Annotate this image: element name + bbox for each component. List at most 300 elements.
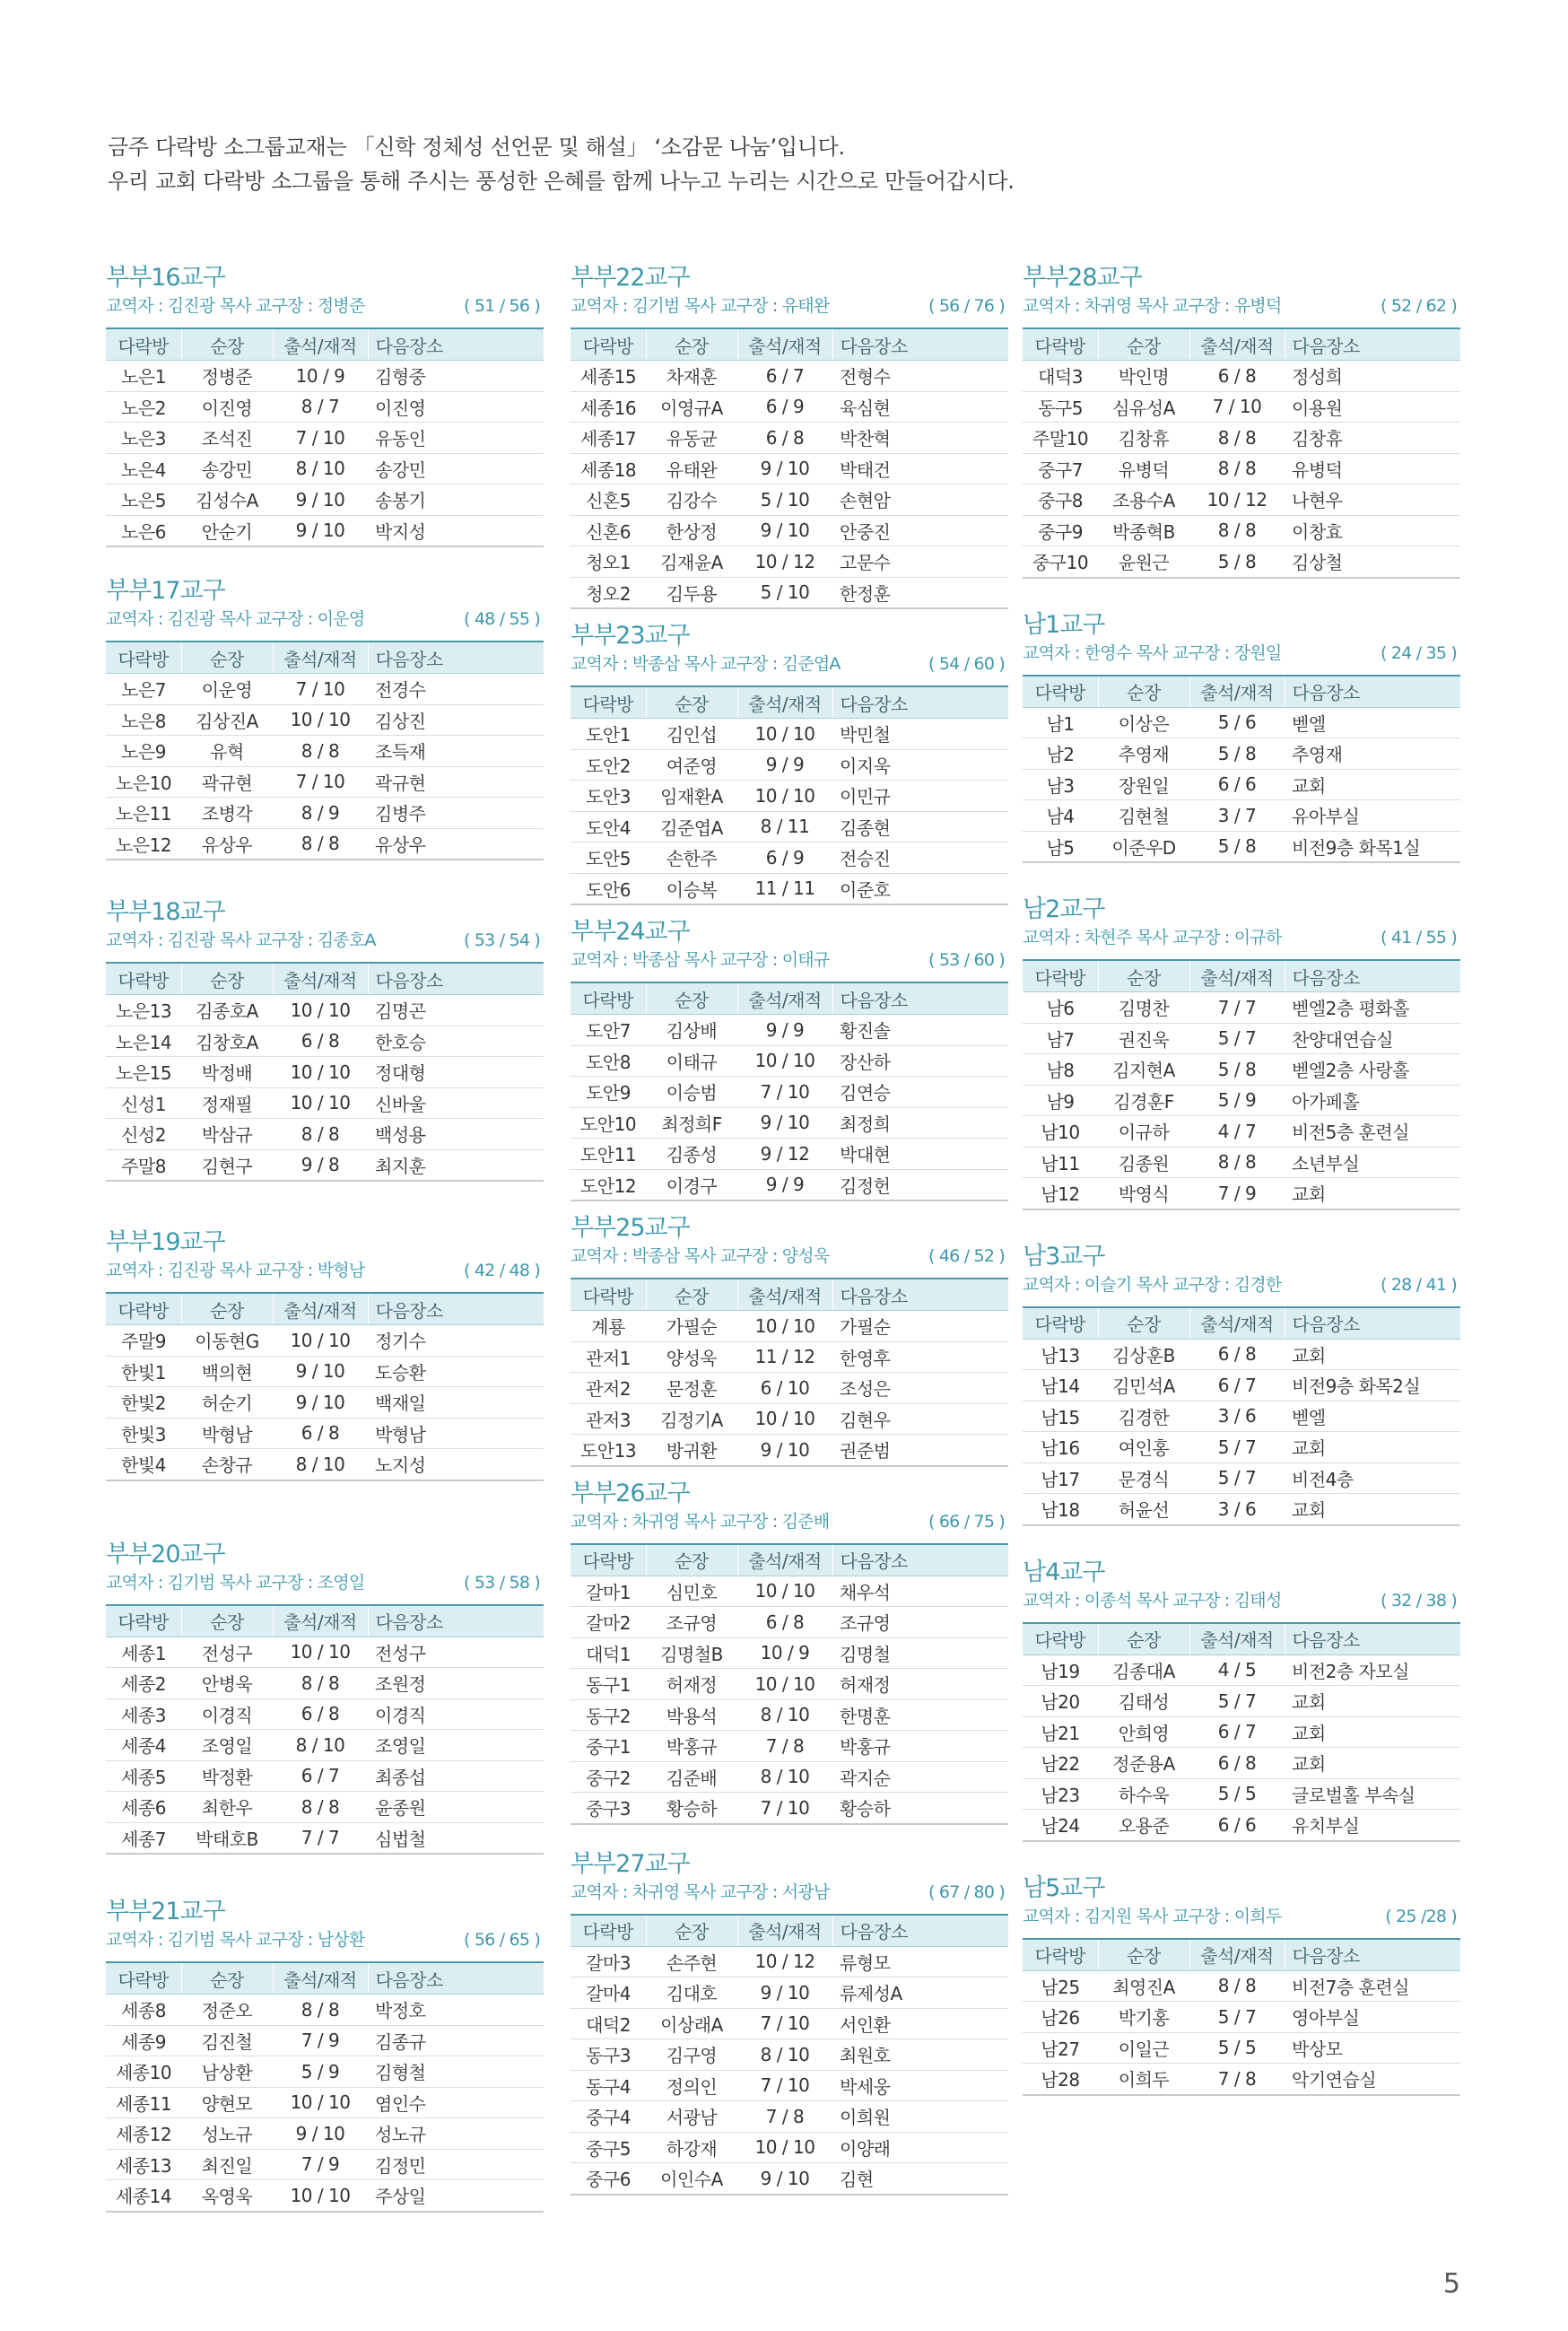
cell-leader: 송강민	[181, 453, 273, 485]
cell-attendance: 8 / 8	[273, 1995, 368, 2026]
cell-darakbang: 노은1	[106, 361, 181, 392]
header-darakbang: 다락방	[106, 1605, 181, 1637]
cell-attendance: 7 / 10	[273, 423, 368, 454]
cell-leader: 김재윤A	[646, 546, 737, 578]
cell-attendance: 7 / 10	[273, 766, 368, 798]
cell-leader: 김대호	[646, 1977, 737, 2009]
cell-attendance: 5 / 7	[1189, 1023, 1285, 1054]
district-staff: 교역자 : 김진광 목사 교구장 : 박형남	[106, 1261, 365, 1280]
district-section	[1023, 1557, 1462, 1842]
cell-leader: 하강재	[646, 2132, 737, 2163]
district-staff: 교역자 : 박종삼 목사 교구장 : 양성욱	[571, 1246, 830, 1266]
cell-leader: 김종호A	[181, 995, 273, 1026]
table-row	[571, 391, 1008, 423]
table-row	[571, 1015, 1008, 1046]
cell-darakbang: 세종3	[106, 1698, 181, 1730]
district-staff: 교역자 : 김진광 목사 교구장 : 이운영	[106, 609, 365, 629]
header-leader: 순장	[646, 686, 737, 719]
cell-darakbang: 대덕1	[571, 1637, 646, 1669]
cell-darakbang: 동구5	[1023, 391, 1098, 423]
district-table	[106, 962, 544, 1182]
district-table	[1023, 327, 1460, 579]
table-row	[106, 1730, 544, 1761]
district-meta	[1023, 1273, 1462, 1296]
district-section	[1023, 1873, 1462, 2096]
district-table	[1023, 1622, 1460, 1842]
cell-next-place: 조성은	[832, 1373, 1008, 1404]
table-row	[1023, 1023, 1460, 1054]
cell-attendance: 7 / 7	[273, 1822, 368, 1854]
district-title: 부부21교구	[106, 1898, 225, 1925]
cell-darakbang: 남22	[1023, 1748, 1098, 1779]
cell-darakbang: 도안6	[571, 873, 646, 904]
cell-attendance: 10 / 12	[1189, 485, 1285, 516]
cell-next-place: 전경수	[368, 674, 544, 705]
cell-darakbang: 노은15	[106, 1057, 181, 1088]
cell-next-place: 염인수	[368, 2087, 544, 2118]
cell-darakbang: 남16	[1023, 1432, 1098, 1463]
cell-darakbang: 남13	[1023, 1339, 1098, 1370]
district-staff: 교역자 : 김진광 목사 교구장 : 정병준	[106, 296, 365, 316]
cell-attendance: 8 / 9	[273, 798, 368, 829]
cell-darakbang: 세종2	[106, 1668, 181, 1699]
header-attendance: 출석/재적	[737, 1544, 832, 1576]
table-row	[1023, 1654, 1460, 1686]
cell-darakbang: 남2	[1023, 738, 1098, 770]
district-section	[106, 1227, 545, 1481]
cell-attendance: 5 / 6	[1189, 707, 1285, 738]
cell-leader: 이상은	[1098, 707, 1189, 738]
cell-leader: 안희영	[1098, 1716, 1189, 1748]
cell-next-place: 유병덕	[1285, 453, 1460, 485]
cell-darakbang: 주말8	[106, 1149, 181, 1181]
cell-next-place: 김연승	[832, 1077, 1008, 1108]
table-row	[106, 828, 544, 860]
district-meta	[106, 1928, 545, 1951]
cell-darakbang: 남17	[1023, 1462, 1098, 1494]
cell-leader: 양성욱	[646, 1341, 737, 1373]
cell-darakbang: 남9	[1023, 1085, 1098, 1116]
table-row	[106, 766, 544, 798]
cell-leader: 손창규	[181, 1449, 273, 1480]
cell-attendance: 10 / 10	[737, 1669, 832, 1700]
table-row	[571, 1045, 1008, 1077]
district-title: 부부22교구	[571, 264, 690, 292]
cell-next-place: 최지훈	[368, 1149, 544, 1181]
cell-attendance: 8 / 8	[1189, 1970, 1285, 2002]
cell-leader: 김진철	[181, 2025, 273, 2056]
cell-leader: 조병각	[181, 798, 273, 829]
cell-darakbang: 대덕3	[1023, 361, 1098, 392]
cell-next-place: 박홍규	[832, 1731, 1008, 1762]
cell-next-place: 성노규	[368, 2118, 544, 2150]
district-title: 남4교구	[1023, 1558, 1105, 1586]
cell-attendance: 7 / 10	[737, 1077, 832, 1108]
cell-darakbang: 동구4	[571, 2070, 646, 2101]
cell-attendance: 7 / 9	[273, 2025, 368, 2056]
cell-next-place: 김명곤	[368, 995, 544, 1026]
cell-attendance: 8 / 10	[737, 1761, 832, 1793]
cell-next-place: 박찬혁	[832, 423, 1008, 454]
cell-leader: 양현모	[181, 2087, 273, 2118]
cell-next-place: 서인환	[832, 2008, 1008, 2039]
cell-next-place: 정성희	[1285, 361, 1460, 392]
table-row	[1023, 1339, 1460, 1370]
cell-attendance: 5 / 7	[1189, 1432, 1285, 1463]
district-title: 남2교구	[1023, 895, 1105, 923]
header-next-place: 다음장소	[1285, 1307, 1460, 1340]
intro-text	[108, 130, 1015, 198]
cell-next-place: 박대현	[832, 1139, 1008, 1170]
table-row	[1023, 1748, 1460, 1779]
cell-darakbang: 대덕2	[571, 2008, 646, 2039]
district-total: ( 53 / 58 )	[464, 1572, 540, 1593]
table-row	[1023, 800, 1460, 832]
cell-darakbang: 세종1	[106, 1637, 181, 1668]
cell-leader: 김성수A	[181, 485, 273, 516]
cell-darakbang: 도안12	[571, 1169, 646, 1200]
cell-leader: 김정기A	[646, 1403, 737, 1435]
table-row	[571, 423, 1008, 454]
cell-leader: 오용준	[1098, 1810, 1189, 1841]
cell-attendance: 6 / 6	[1189, 1810, 1285, 1841]
header-attendance: 출석/재적	[1189, 1623, 1285, 1655]
cell-leader: 이동현G	[181, 1325, 273, 1357]
district-table	[571, 982, 1008, 1201]
district-table	[106, 327, 544, 547]
table-row	[571, 485, 1008, 516]
cell-leader: 정의인	[646, 2070, 737, 2101]
district-title: 부부20교구	[106, 1540, 225, 1568]
table-row	[1023, 1147, 1460, 1178]
header-next-place: 다음장소	[368, 963, 544, 995]
cell-attendance: 8 / 8	[273, 736, 368, 767]
district-total: ( 46 / 52 )	[928, 1246, 1005, 1266]
cell-next-place: 김정민	[368, 2149, 544, 2180]
district-staff: 교역자 : 김기범 목사 교구장 : 남상환	[106, 1930, 365, 1950]
cell-next-place: 도승환	[368, 1356, 544, 1387]
district-table	[1023, 959, 1460, 1210]
cell-next-place: 심법철	[368, 1822, 544, 1854]
cell-darakbang: 청오1	[571, 546, 646, 578]
cell-next-place: 송봉기	[368, 485, 544, 516]
cell-leader: 김지현A	[1098, 1054, 1189, 1086]
table-row	[571, 1761, 1008, 1793]
header-leader: 순장	[181, 963, 273, 995]
cell-darakbang: 세종8	[106, 1995, 181, 2026]
district-total: ( 54 / 60 )	[928, 654, 1005, 674]
cell-next-place: 가필순	[832, 1311, 1008, 1342]
cell-next-place: 아가페홀	[1285, 1085, 1460, 1116]
cell-leader: 이운영	[181, 674, 273, 705]
table-row	[106, 361, 544, 392]
cell-leader: 김상훈B	[1098, 1339, 1189, 1370]
district-staff: 교역자 : 이슬기 목사 교구장 : 김경한	[1023, 1274, 1282, 1295]
table-row	[106, 2056, 544, 2088]
district-meta	[571, 1881, 1010, 1904]
header-darakbang: 다락방	[1023, 676, 1098, 708]
cell-next-place: 찬양대연습실	[1285, 1023, 1460, 1054]
district-section	[1023, 609, 1462, 864]
cell-next-place: 김정헌	[832, 1169, 1008, 1200]
cell-attendance: 5 / 8	[1189, 738, 1285, 770]
cell-attendance: 3 / 7	[1189, 800, 1285, 832]
cell-darakbang: 세종11	[106, 2087, 181, 2118]
header-next-place: 다음장소	[1285, 1939, 1460, 1971]
table-row	[1023, 2032, 1460, 2064]
cell-next-place: 악기연습실	[1285, 2064, 1460, 2095]
table-row	[571, 873, 1008, 904]
cell-darakbang: 남15	[1023, 1401, 1098, 1432]
cell-next-place: 교회	[1285, 1716, 1460, 1748]
district-meta	[106, 294, 545, 318]
page-number: 5	[1442, 2268, 1460, 2300]
district-total: ( 52 / 62 )	[1381, 296, 1457, 316]
cell-attendance: 6 / 7	[1189, 1716, 1285, 1748]
cell-attendance: 10 / 10	[737, 1311, 832, 1342]
cell-next-place: 최정희	[832, 1107, 1008, 1139]
cell-next-place: 이용원	[1285, 391, 1460, 423]
cell-darakbang: 남21	[1023, 1716, 1098, 1748]
table-row	[1023, 391, 1460, 423]
cell-darakbang: 한빛3	[106, 1418, 181, 1449]
cell-darakbang: 주말9	[106, 1325, 181, 1357]
cell-attendance: 8 / 8	[273, 828, 368, 860]
header-next-place: 다음장소	[832, 686, 1008, 719]
header-next-place: 다음장소	[832, 328, 1008, 361]
district-staff: 교역자 : 차현주 목사 교구장 : 이규하	[1023, 928, 1282, 947]
cell-darakbang: 남8	[1023, 1054, 1098, 1086]
cell-attendance: 9 / 10	[737, 515, 832, 546]
cell-darakbang: 노은6	[106, 515, 181, 546]
cell-next-place: 유치부실	[1285, 1810, 1460, 1841]
cell-leader: 조영일	[181, 1730, 273, 1761]
cell-next-place: 나현우	[1285, 485, 1460, 516]
district-staff: 교역자 : 차귀영 목사 교구장 : 김준배	[571, 1511, 830, 1532]
cell-darakbang: 남4	[1023, 800, 1098, 832]
cell-attendance: 5 / 7	[1189, 1462, 1285, 1494]
table-row	[106, 1995, 544, 2026]
cell-next-place: 한정훈	[832, 577, 1008, 608]
cell-next-place: 류형모	[832, 1946, 1008, 1977]
table-row	[1023, 1970, 1460, 2002]
district-total: ( 67 / 80 )	[928, 1881, 1005, 1902]
header-darakbang: 다락방	[106, 1962, 181, 1995]
cell-darakbang: 노은3	[106, 423, 181, 454]
district-table	[1023, 1938, 1460, 2096]
cell-darakbang: 갈마1	[571, 1576, 646, 1607]
cell-leader: 이규하	[1098, 1116, 1189, 1148]
cell-attendance: 5 / 10	[737, 577, 832, 608]
cell-attendance: 8 / 10	[737, 1699, 832, 1731]
header-attendance: 출석/재적	[273, 642, 368, 674]
cell-attendance: 6 / 8	[737, 423, 832, 454]
cell-darakbang: 도안9	[571, 1077, 646, 1108]
cell-attendance: 9 / 10	[273, 2118, 368, 2150]
table-row	[1023, 1401, 1460, 1432]
cell-leader: 김상배	[646, 1015, 737, 1046]
cell-leader: 이승복	[646, 873, 737, 904]
cell-darakbang: 도안7	[571, 1015, 646, 1046]
cell-leader: 이희두	[1098, 2064, 1189, 2095]
cell-leader: 김두용	[646, 577, 737, 608]
cell-leader: 박용석	[646, 1699, 737, 1731]
cell-next-place: 노지성	[368, 1449, 544, 1480]
cell-leader: 정준용A	[1098, 1748, 1189, 1779]
cell-darakbang: 남3	[1023, 769, 1098, 800]
cell-next-place: 김형철	[368, 2056, 544, 2088]
cell-darakbang: 남18	[1023, 1494, 1098, 1525]
header-darakbang: 다락방	[571, 686, 646, 719]
cell-leader: 이경직	[181, 1698, 273, 1730]
cell-next-place: 안중진	[832, 515, 1008, 546]
district-table	[571, 1543, 1008, 1825]
cell-leader: 김강수	[646, 485, 737, 516]
cell-attendance: 8 / 10	[273, 1449, 368, 1480]
district-title: 부부19교구	[106, 1228, 225, 1256]
cell-leader: 이일근	[1098, 2032, 1189, 2064]
cell-leader: 차재훈	[646, 361, 737, 392]
cell-leader: 허순기	[181, 1387, 273, 1419]
district-section	[571, 916, 1010, 1201]
cell-darakbang: 동구2	[571, 1699, 646, 1731]
cell-attendance: 8 / 8	[273, 1119, 368, 1150]
table-row	[571, 2008, 1008, 2039]
table-row	[1023, 546, 1460, 578]
table-row	[571, 1341, 1008, 1373]
header-next-place: 다음장소	[832, 1915, 1008, 1947]
cell-attendance: 9 / 9	[737, 1015, 832, 1046]
header-leader: 순장	[1098, 1307, 1189, 1340]
district-title: 부부17교구	[106, 577, 225, 605]
table-row	[106, 1418, 544, 1449]
cell-leader: 가필순	[646, 1311, 737, 1342]
district-section	[571, 262, 1010, 609]
table-row	[1023, 515, 1460, 546]
cell-next-place: 교회	[1285, 1748, 1460, 1779]
cell-leader: 박삼규	[181, 1119, 273, 1150]
cell-darakbang: 중구7	[1023, 453, 1098, 485]
cell-darakbang: 노은12	[106, 828, 181, 860]
cell-next-place: 한영후	[832, 1341, 1008, 1373]
table-row	[106, 1449, 544, 1480]
cell-darakbang: 노은4	[106, 453, 181, 485]
table-row	[571, 1169, 1008, 1200]
cell-attendance: 6 / 6	[1189, 769, 1285, 800]
district-title: 부부18교구	[106, 898, 225, 926]
district-staff: 교역자 : 김지원 목사 교구장 : 이희두	[1023, 1906, 1282, 1926]
district-table	[106, 1961, 544, 2213]
cell-attendance: 7 / 9	[1189, 1178, 1285, 1209]
cell-darakbang: 중구9	[1023, 515, 1098, 546]
cell-leader: 김준배	[646, 1761, 737, 1793]
cell-attendance: 5 / 9	[1189, 1085, 1285, 1116]
cell-darakbang: 동구1	[571, 1669, 646, 1700]
cell-next-place: 벧엘2층 사랑홀	[1285, 1054, 1460, 1086]
table-row	[571, 2132, 1008, 2163]
cell-attendance: 10 / 12	[737, 1946, 832, 1977]
cell-attendance: 6 / 7	[1189, 1370, 1285, 1401]
cell-attendance: 8 / 10	[273, 453, 368, 485]
header-leader: 순장	[1098, 676, 1189, 708]
cell-attendance: 9 / 12	[737, 1139, 832, 1170]
cell-attendance: 8 / 11	[737, 811, 832, 842]
cell-next-place: 교회	[1285, 1686, 1460, 1717]
cell-darakbang: 노은2	[106, 391, 181, 423]
cell-darakbang: 동구3	[571, 2039, 646, 2071]
cell-leader: 김종대A	[1098, 1654, 1189, 1686]
cell-attendance: 11 / 12	[737, 1341, 832, 1373]
district-section	[106, 1896, 545, 2213]
cell-next-place: 송강민	[368, 453, 544, 485]
header-leader: 순장	[646, 1544, 737, 1576]
header-next-place: 다음장소	[832, 1279, 1008, 1311]
district-meta	[571, 294, 1010, 318]
cell-leader: 조석진	[181, 423, 273, 454]
district-meta	[106, 607, 545, 631]
cell-attendance: 10 / 10	[273, 2087, 368, 2118]
cell-next-place: 고문수	[832, 546, 1008, 578]
header-leader: 순장	[181, 642, 273, 674]
cell-attendance: 5 / 7	[1189, 1686, 1285, 1717]
district-table	[106, 1604, 544, 1855]
district-total: ( 41 / 55 )	[1381, 928, 1457, 947]
cell-attendance: 10 / 10	[273, 995, 368, 1026]
table-row	[106, 2118, 544, 2150]
table-row	[1023, 453, 1460, 485]
cell-leader: 정재필	[181, 1087, 273, 1119]
district-section	[106, 896, 545, 1182]
district-meta	[1023, 1905, 1462, 1928]
header-attendance: 출석/재적	[737, 1279, 832, 1311]
cell-attendance: 4 / 5	[1189, 1654, 1285, 1686]
cell-darakbang: 세종9	[106, 2025, 181, 2056]
cell-attendance: 5 / 8	[1189, 831, 1285, 862]
cell-darakbang: 세종13	[106, 2149, 181, 2180]
header-darakbang: 다락방	[571, 1915, 646, 1947]
district-title: 남5교구	[1023, 1873, 1105, 1902]
district-meta	[571, 1510, 1010, 1533]
table-row	[1023, 1778, 1460, 1810]
cell-leader: 한상정	[646, 515, 737, 546]
cell-next-place: 신바울	[368, 1087, 544, 1119]
header-next-place: 다음장소	[368, 328, 544, 361]
cell-darakbang: 세종16	[571, 391, 646, 423]
cell-leader: 유동균	[646, 423, 737, 454]
cell-attendance: 6 / 8	[273, 1418, 368, 1449]
cell-next-place: 교회	[1285, 1178, 1460, 1209]
cell-next-place: 벧엘	[1285, 1401, 1460, 1432]
cell-next-place: 교회	[1285, 1339, 1460, 1370]
cell-darakbang: 세종12	[106, 2118, 181, 2150]
cell-next-place: 김상철	[1285, 546, 1460, 578]
cell-attendance: 10 / 10	[273, 1325, 368, 1357]
table-row	[571, 2101, 1008, 2133]
cell-leader: 박정환	[181, 1760, 273, 1792]
cell-attendance: 6 / 8	[737, 1607, 832, 1638]
cell-next-place: 백성용	[368, 1119, 544, 1150]
table-row	[571, 1435, 1008, 1466]
cell-next-place: 영아부실	[1285, 2002, 1460, 2033]
header-attendance: 출석/재적	[273, 328, 368, 361]
table-row	[571, 1793, 1008, 1824]
header-darakbang: 다락방	[1023, 328, 1098, 361]
cell-next-place: 김종현	[832, 811, 1008, 842]
header-next-place: 다음장소	[832, 982, 1008, 1015]
cell-next-place: 최종섭	[368, 1760, 544, 1792]
table-row	[571, 1107, 1008, 1139]
cell-darakbang: 남27	[1023, 2032, 1098, 2064]
